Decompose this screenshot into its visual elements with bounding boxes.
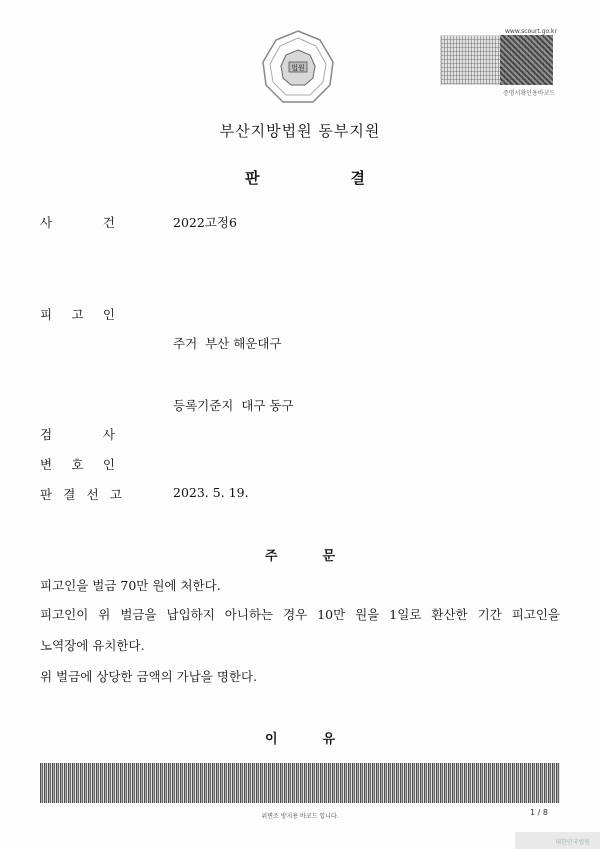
order-line: 노역장에 유치한다. bbox=[40, 638, 145, 653]
label-char: 변 bbox=[40, 457, 53, 472]
order-line: 피고인이 위 벌금을 납입하지 아니하는 경우 10만 원을 1일로 환산한 기간 피고인을 bbox=[40, 607, 560, 622]
heading-char: 이 bbox=[265, 732, 278, 747]
reason-heading bbox=[265, 728, 335, 747]
label-char: 사 bbox=[102, 427, 115, 442]
label-char: 피 bbox=[40, 307, 53, 322]
order-heading bbox=[265, 545, 335, 564]
anti-forgery-barcode-icon bbox=[40, 763, 560, 803]
prosecutor-label bbox=[40, 425, 115, 443]
qr-code-icon bbox=[500, 35, 553, 85]
document-title bbox=[245, 167, 365, 188]
label-char: 사 bbox=[40, 215, 53, 230]
page-number: 1 / 8 bbox=[530, 808, 548, 817]
label-char: 고 bbox=[71, 307, 84, 322]
order-line: 위 벌금에 상당한 금액의 가납을 명한다. bbox=[40, 669, 258, 684]
defendant-label bbox=[40, 305, 115, 323]
heading-char: 문 bbox=[322, 549, 335, 564]
order-line: 피고인을 벌금 70만 원에 처한다. bbox=[40, 578, 221, 593]
heading-char: 주 bbox=[265, 549, 278, 564]
title-char: 결 bbox=[350, 169, 365, 187]
qr-caption: 증명서확인용바코드 bbox=[503, 90, 556, 97]
case-number: 2022고정6 bbox=[173, 215, 237, 230]
attorney-label bbox=[40, 455, 115, 473]
title-char: 판 bbox=[245, 169, 260, 187]
seal-text: 법원 bbox=[291, 64, 305, 72]
label-char: 인 bbox=[102, 457, 115, 472]
court-seal-icon bbox=[258, 28, 338, 108]
label-char: 건 bbox=[102, 215, 115, 230]
court-watermark: 대한민국법원 bbox=[515, 832, 600, 849]
label-char: 결 bbox=[63, 487, 76, 502]
court-name: 부산지방법원 동부지원 bbox=[219, 122, 381, 140]
defendant-registered-domicile: 등록기준지 대구 동구 bbox=[173, 398, 294, 413]
judgment-date: 2023. 5. 19. bbox=[173, 485, 249, 500]
judgment-date-label bbox=[40, 485, 122, 503]
heading-char: 유 bbox=[322, 732, 335, 747]
label-char: 고 bbox=[109, 487, 122, 502]
label-char: 인 bbox=[102, 307, 115, 322]
site-url: www.scourt.go.kr bbox=[505, 28, 557, 35]
label-char: 검 bbox=[40, 427, 53, 442]
defendant-address: 주거 부산 해운대구 bbox=[173, 336, 282, 351]
barcode-note: 위변조 방지용 바코드 입니다. bbox=[261, 813, 339, 820]
label-char: 선 bbox=[86, 487, 99, 502]
case-label bbox=[40, 213, 115, 231]
label-char: 호 bbox=[71, 457, 84, 472]
label-char: 판 bbox=[40, 487, 53, 502]
